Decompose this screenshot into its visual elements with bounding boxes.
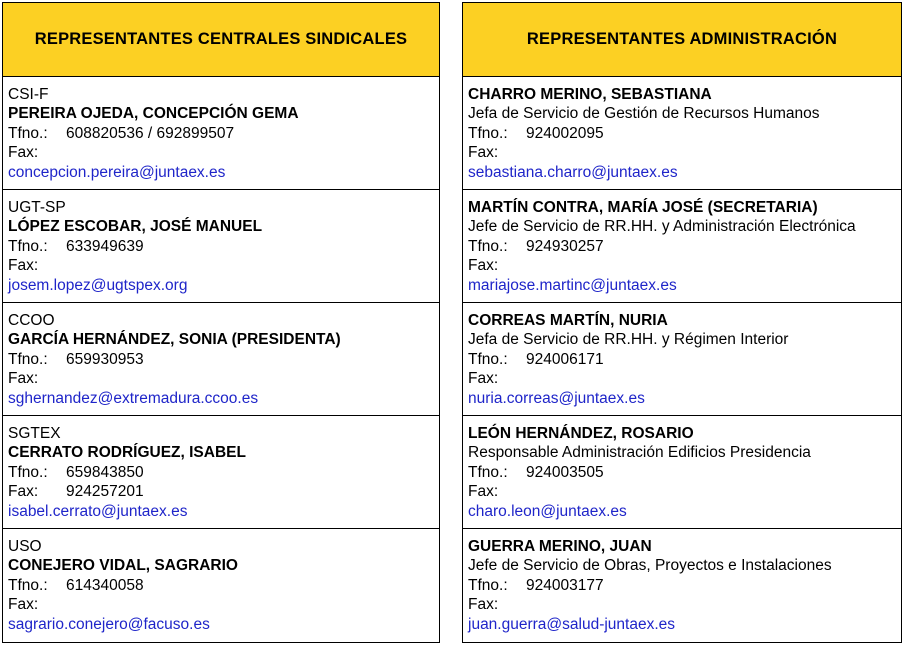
email-link[interactable]: josem.lopez@ugtspex.org xyxy=(8,276,188,294)
fax-label: Fax: xyxy=(8,596,39,614)
representative-name: PEREIRA OJEDA, CONCEPCIÓN GEMA xyxy=(8,105,299,123)
phone-line xyxy=(8,124,439,143)
union-representative-entry xyxy=(3,77,439,190)
fax-label: Fax: xyxy=(8,144,39,162)
phone-label: Tfno.: xyxy=(468,350,508,368)
fax-line xyxy=(8,482,439,501)
phone-line xyxy=(468,463,901,482)
phone-number: 924002095 xyxy=(526,124,604,142)
representative-role: Jefe de Servicio de Obras, Proyectos e Instalaciones xyxy=(468,557,832,575)
administration-representative-entry xyxy=(463,303,901,416)
union-representative-entry xyxy=(3,190,439,303)
phone-line xyxy=(8,237,439,256)
email-link[interactable]: sebastiana.charro@juntaex.es xyxy=(468,163,678,181)
administration-representatives-panel xyxy=(462,2,902,643)
administration-representative-entry xyxy=(463,190,901,303)
fax-line xyxy=(8,369,439,388)
email-link[interactable]: concepcion.pereira@juntaex.es xyxy=(8,163,226,181)
fax-line xyxy=(8,256,439,275)
phone-number: 608820536 / 692899507 xyxy=(66,124,235,142)
representative-role: Responsable Administración Edificios Presidencia xyxy=(468,444,811,462)
fax-number: 924257201 xyxy=(66,483,144,501)
email-link[interactable]: isabel.cerrato@juntaex.es xyxy=(8,502,188,520)
phone-number: 924930257 xyxy=(526,237,604,255)
representative-name: LEÓN HERNÁNDEZ, ROSARIO xyxy=(468,425,694,442)
phone-line xyxy=(8,350,439,369)
phone-number: 924003177 xyxy=(526,576,604,594)
fax-label: Fax: xyxy=(8,483,39,501)
fax-line xyxy=(468,482,901,501)
fax-label: Fax: xyxy=(8,257,39,275)
representative-name: LÓPEZ ESCOBAR, JOSÉ MANUEL xyxy=(8,218,263,236)
fax-label: Fax: xyxy=(468,370,499,388)
phone-number: 633949639 xyxy=(66,237,144,255)
phone-number: 924006171 xyxy=(526,350,604,368)
administration-representative-entry xyxy=(463,77,901,190)
fax-label: Fax: xyxy=(468,144,499,162)
administration-representatives-title: REPRESENTANTES ADMINISTRACIÓN xyxy=(463,3,901,77)
phone-label: Tfno.: xyxy=(8,576,48,594)
phone-number: 659930953 xyxy=(66,350,144,368)
phone-label: Tfno.: xyxy=(8,124,48,142)
phone-line xyxy=(8,576,439,595)
phone-label: Tfno.: xyxy=(8,463,48,481)
phone-number: 659843850 xyxy=(66,463,144,481)
representative-name: GUERRA MERINO, JUAN xyxy=(468,538,652,555)
phone-line xyxy=(468,350,901,369)
fax-label: Fax: xyxy=(468,257,499,275)
phone-label: Tfno.: xyxy=(8,237,48,255)
phone-line xyxy=(8,463,439,482)
phone-label: Tfno.: xyxy=(468,237,508,255)
fax-line xyxy=(468,256,901,275)
representative-name: CORREAS MARTÍN, NURIA xyxy=(468,312,668,329)
administration-representative-entry xyxy=(463,416,901,529)
fax-label: Fax: xyxy=(468,483,499,501)
phone-line xyxy=(468,124,901,143)
union-representative-entry xyxy=(3,529,439,642)
union-representatives-panel xyxy=(2,2,440,643)
phone-label: Tfno.: xyxy=(468,124,508,142)
representative-name: CERRATO RODRÍGUEZ, ISABEL xyxy=(8,444,246,462)
representative-name: GARCÍA HERNÁNDEZ, SONIA (PRESIDENTA) xyxy=(8,331,341,349)
phone-label: Tfno.: xyxy=(8,350,48,368)
union-org-label: USO xyxy=(8,538,42,555)
phone-line xyxy=(468,237,901,256)
fax-line xyxy=(8,595,439,614)
union-representative-entry xyxy=(3,303,439,416)
union-org-label: UGT-SP xyxy=(8,199,66,216)
administration-representative-entry xyxy=(463,529,901,642)
union-org-label: CSI-F xyxy=(8,86,49,103)
phone-number: 924003505 xyxy=(526,463,604,481)
fax-line xyxy=(468,369,901,388)
email-link[interactable]: juan.guerra@salud-juntaex.es xyxy=(468,615,676,633)
union-org-label: CCOO xyxy=(8,312,55,329)
representative-name: CHARRO MERINO, SEBASTIANA xyxy=(468,86,712,103)
email-link[interactable]: nuria.correas@juntaex.es xyxy=(468,389,645,407)
fax-line xyxy=(468,143,901,162)
fax-line xyxy=(468,595,901,614)
phone-line xyxy=(468,576,901,595)
representative-name: MARTÍN CONTRA, MARÍA JOSÉ (SECRETARIA) xyxy=(468,199,818,216)
fax-label: Fax: xyxy=(8,370,39,388)
union-representatives-title: REPRESENTANTES CENTRALES SINDICALES xyxy=(3,3,439,77)
fax-line xyxy=(8,143,439,162)
phone-label: Tfno.: xyxy=(468,463,508,481)
email-link[interactable]: charo.leon@juntaex.es xyxy=(468,502,627,520)
phone-number: 614340058 xyxy=(66,576,144,594)
phone-label: Tfno.: xyxy=(468,576,508,594)
representative-role: Jefe de Servicio de RR.HH. y Administración Electrónica xyxy=(468,218,856,236)
union-org-label: SGTEX xyxy=(8,425,61,442)
representative-name: CONEJERO VIDAL, SAGRARIO xyxy=(8,557,238,575)
representative-role: Jefa de Servicio de RR.HH. y Régimen Interior xyxy=(468,331,789,349)
representative-role: Jefa de Servicio de Gestión de Recursos Humanos xyxy=(468,105,820,123)
email-link[interactable]: sagrario.conejero@facuso.es xyxy=(8,615,210,633)
email-link[interactable]: sghernandez@extremadura.ccoo.es xyxy=(8,389,259,407)
union-representative-entry xyxy=(3,416,439,529)
fax-label: Fax: xyxy=(468,596,499,614)
email-link[interactable]: mariajose.martinc@juntaex.es xyxy=(468,276,677,294)
